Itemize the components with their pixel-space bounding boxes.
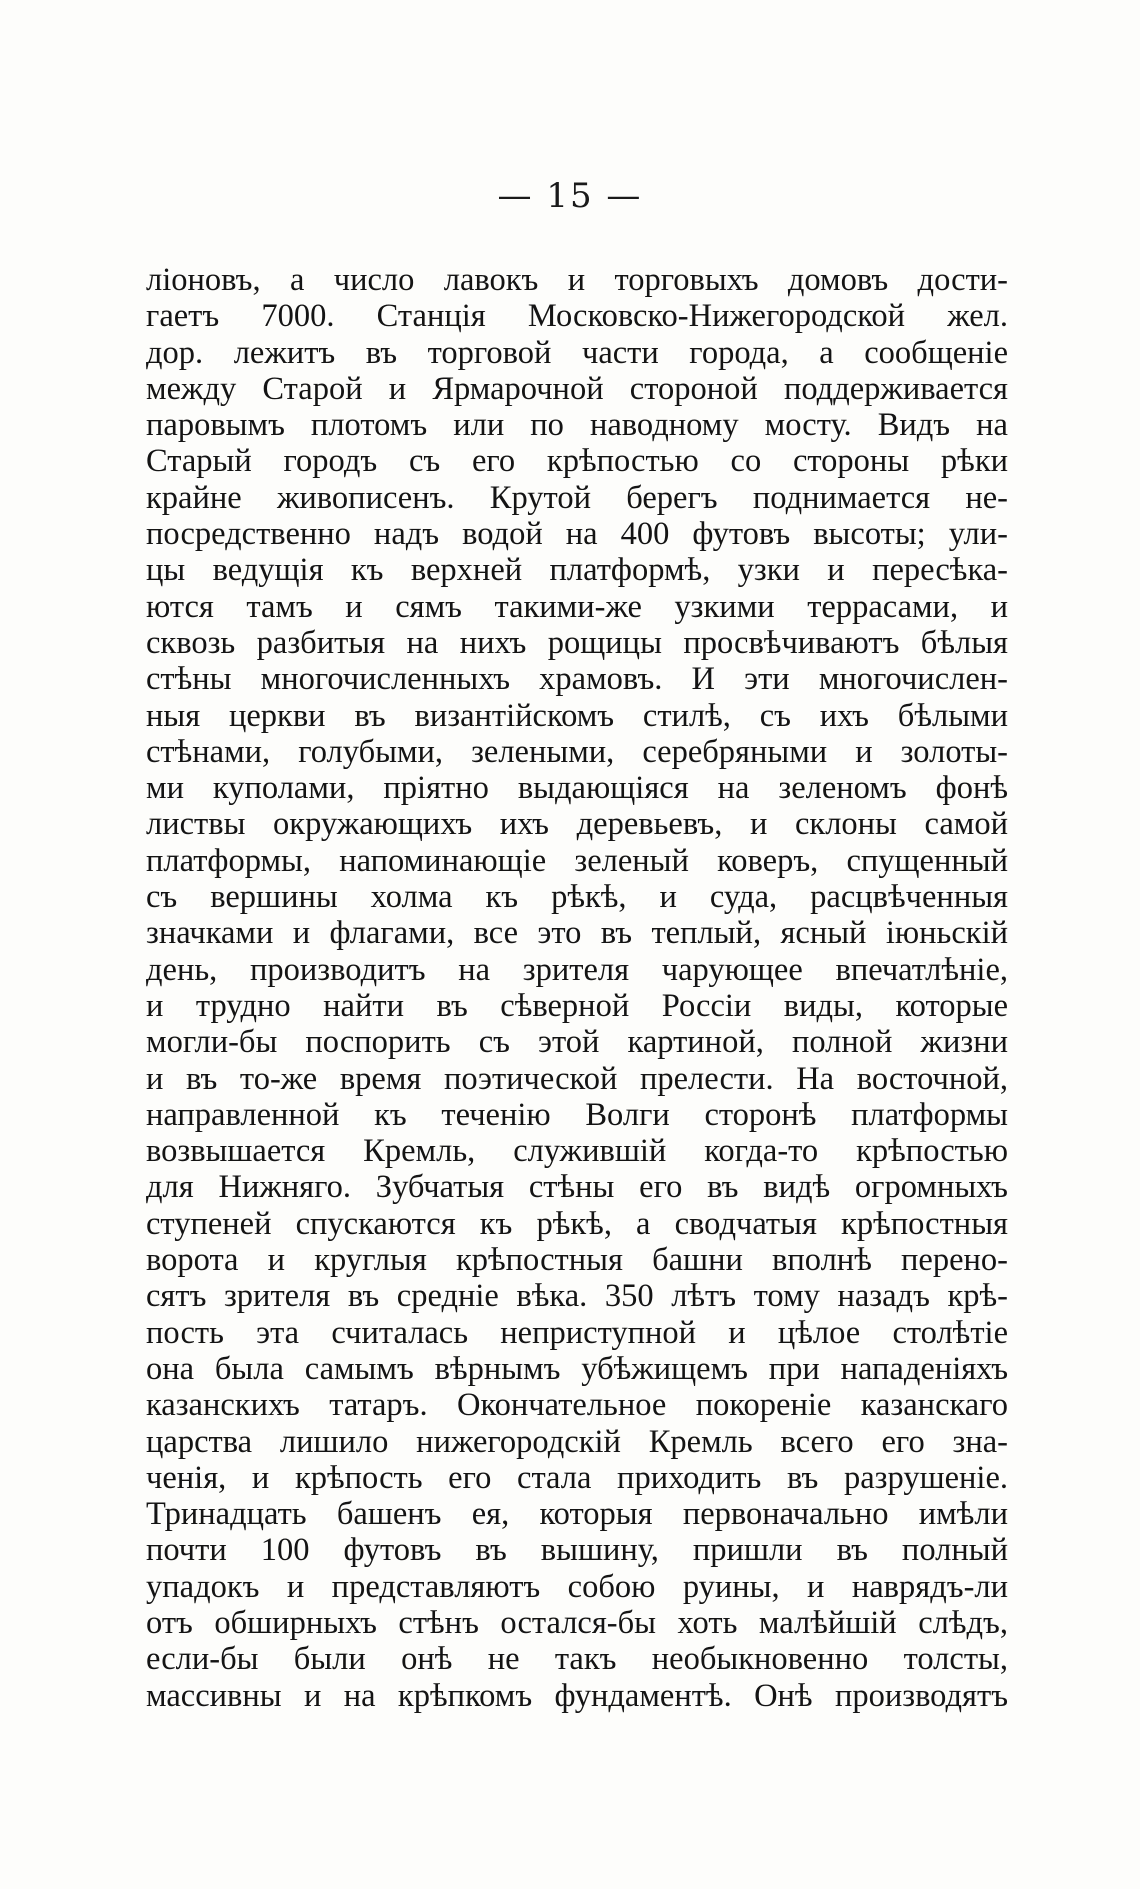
text-line: крайне живописенъ. Крутой берегъ поднимается не- (146, 479, 1008, 516)
body-text (146, 262, 1008, 1714)
text-line: день, производитъ на зрителя чарующее впечатлѣніе, (146, 951, 1008, 988)
text-line: Старый городъ съ его крѣпостью со стороны рѣки (146, 443, 1008, 480)
text-line: и трудно найти въ сѣверной Россіи виды, которые (146, 987, 1008, 1024)
text-line: сквозь разбитыя на нихъ рощицы просвѣчиваютъ бѣлыя (146, 624, 1008, 661)
text-line: гаетъ 7000. Станція Московско-Нижегородской жел. (146, 298, 1008, 335)
text-line: Тринадцать башенъ ея, которыя первоначально имѣли (146, 1496, 1008, 1533)
text-line: ступеней спускаются къ рѣкѣ, а сводчатыя крѣпостныя (146, 1205, 1008, 1242)
text-line: значками и флагами, все это въ теплый, ясный іюньскій (146, 915, 1008, 952)
text-line: стѣны многочисленныхъ храмовъ. И эти многочислен- (146, 661, 1008, 698)
page-number: — 15 — (497, 176, 643, 216)
text-line: возвышается Кремль, служившій когда-то крѣпостью (146, 1133, 1008, 1170)
text-line: сятъ зрителя въ средніе вѣка. 350 лѣтъ тому назадъ крѣ- (146, 1278, 1008, 1315)
text-line: пость эта считалась неприступной и цѣлое столѣтіе (146, 1314, 1008, 1351)
text-line: платформы, напоминающіе зеленый коверъ, спущенный (146, 842, 1008, 879)
text-line: дор. лежитъ въ торговой части города, а сообщеніе (146, 334, 1008, 371)
text-line: направленной къ теченію Волги сторонѣ платформы (146, 1096, 1008, 1133)
text-line: цы ведущія къ верхней платформѣ, узки и пересѣка- (146, 552, 1008, 589)
text-line: массивны и на крѣпкомъ фундаментѣ. Онѣ производятъ (146, 1677, 1008, 1714)
text-line: и въ то-же время поэтической прелести. На восточной, (146, 1060, 1008, 1097)
text-line: паровымъ плотомъ или по наводному мосту. Видъ на (146, 407, 1008, 444)
text-line: упадокъ и представляютъ собою руины, и наврядъ-ли (146, 1568, 1008, 1605)
text-line: могли-бы поспорить съ этой картиной, полной жизни (146, 1024, 1008, 1061)
text-line: стѣнами, голубыми, зелеными, серебряными и золоты- (146, 733, 1008, 770)
text-line: ворота и круглыя крѣпостныя башни вполнѣ перено- (146, 1242, 1008, 1279)
text-line: ныя церкви въ византійскомъ стилѣ, съ ихъ бѣлыми (146, 697, 1008, 734)
text-line: казанскихъ татаръ. Окончательное покореніе казанскаго (146, 1387, 1008, 1424)
text-line: царства лишило нижегородскій Кремль всего его зна- (146, 1423, 1008, 1460)
text-line: если-бы были онѣ не такъ необыкновенно толсты, (146, 1641, 1008, 1678)
text-line: между Старой и Ярмарочной стороной поддерживается (146, 370, 1008, 407)
text-line: листвы окружающихъ ихъ деревьевъ, и склоны самой (146, 806, 1008, 843)
text-line: ми куполами, пріятно выдающіяся на зеленомъ фонѣ (146, 770, 1008, 807)
text-line: для Нижняго. Зубчатыя стѣны его въ видѣ огромныхъ (146, 1169, 1008, 1206)
text-line: посредственно надъ водой на 400 футовъ высоты; ули- (146, 516, 1008, 553)
text-line: она была самымъ вѣрнымъ убѣжищемъ при нападеніяхъ (146, 1350, 1008, 1387)
text-line: почти 100 футовъ въ вышину, пришли въ полный (146, 1532, 1008, 1569)
text-line: ліоновъ, а число лавокъ и торговыхъ домовъ дости- (146, 262, 1008, 298)
text-line: ченія, и крѣпость его стала приходить въ разрушеніе. (146, 1459, 1008, 1496)
text-line: отъ обширныхъ стѣнъ остался-бы хоть малѣйшій слѣдъ, (146, 1604, 1008, 1641)
text-line: ются тамъ и сямъ такими-же узкими террасами, и (146, 588, 1008, 625)
text-line: съ вершины холма къ рѣкѣ, и суда, расцвѣченныя (146, 879, 1008, 916)
